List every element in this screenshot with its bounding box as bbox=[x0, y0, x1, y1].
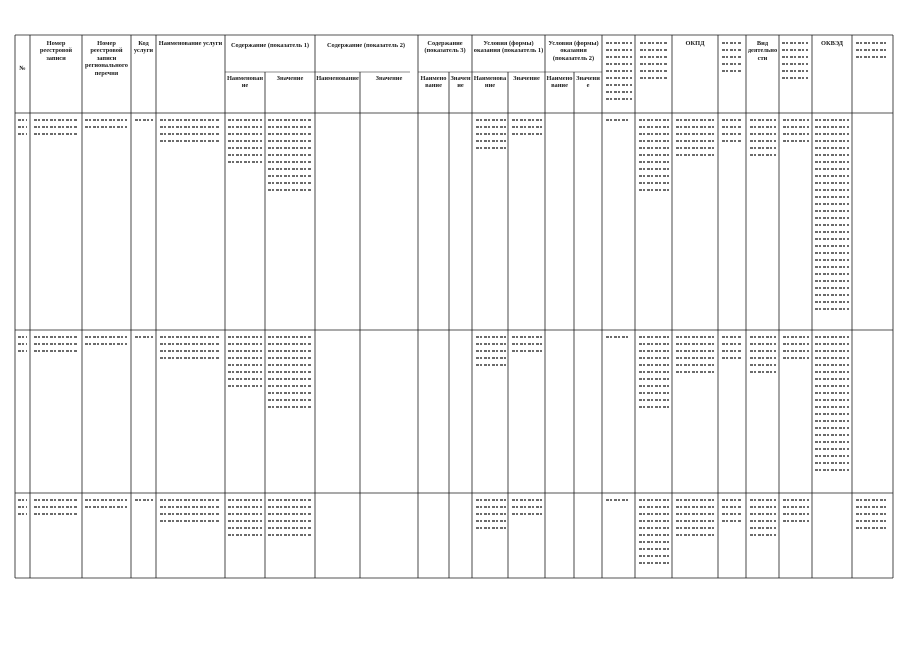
header-text-block bbox=[606, 42, 632, 105]
row-1-registry-regional bbox=[85, 119, 127, 133]
row-1-service-code bbox=[135, 119, 153, 126]
row-1-conditions-1-name bbox=[476, 119, 506, 154]
row-1-col-16 bbox=[639, 119, 669, 196]
row-2-service-name bbox=[160, 336, 220, 364]
header-activity: Вид деятельности bbox=[747, 40, 778, 62]
subheader-value: Значение bbox=[450, 75, 471, 90]
row-2-activity bbox=[750, 336, 776, 378]
row-2-content-1-value bbox=[268, 336, 312, 413]
row-2-conditions-1-name bbox=[476, 336, 506, 371]
row-2-col-16 bbox=[639, 336, 669, 413]
row-3-service-code bbox=[135, 499, 153, 506]
row-1-conditions-1-value bbox=[512, 119, 542, 140]
header-okved: ОКВЭД bbox=[820, 40, 844, 47]
header-text-block bbox=[782, 42, 808, 84]
header-text-block bbox=[722, 42, 742, 77]
row-1-content-1-value bbox=[268, 119, 312, 196]
row-3-content-1-value bbox=[268, 499, 312, 541]
subheader-value: Значение bbox=[576, 75, 600, 90]
header-registry-record: Номер реестровой записи bbox=[39, 40, 73, 62]
row-3-conditions-1-value bbox=[512, 499, 542, 520]
row-2-registry bbox=[34, 336, 78, 357]
row-1-num bbox=[18, 119, 27, 140]
row-2-okved bbox=[815, 336, 849, 476]
subheader-name: Наименование bbox=[473, 75, 507, 90]
header-text-block bbox=[856, 42, 888, 63]
row-2-okpd bbox=[676, 336, 714, 378]
row-3-service-name bbox=[160, 499, 220, 527]
subheader-name: Наименование bbox=[546, 75, 573, 90]
row-3-col-20 bbox=[783, 499, 809, 527]
header-content-2: Содержание (показатель 2) bbox=[326, 42, 406, 49]
subheader-value: Значение bbox=[375, 75, 403, 82]
row-1-col-18 bbox=[722, 119, 742, 147]
row-2-col-18 bbox=[722, 336, 742, 364]
header-conditions-2: Условия (формы) оказания (показатель 2) bbox=[548, 40, 599, 62]
row-3-col-16 bbox=[639, 499, 669, 569]
row-1-service-name bbox=[160, 119, 220, 147]
row-3-content-1-name bbox=[228, 499, 262, 541]
header-okpd: ОКПД bbox=[685, 40, 705, 47]
row-2-registry-regional bbox=[85, 336, 127, 350]
row-1-unit bbox=[606, 119, 630, 126]
header-content-3: Содержание (показатель 3) bbox=[424, 40, 466, 55]
row-1-activity bbox=[750, 119, 776, 161]
row-3-conditions-1-name bbox=[476, 499, 506, 534]
subheader-value: Значение bbox=[513, 75, 540, 82]
row-1-content-1-name bbox=[228, 119, 262, 168]
header-registry-record-regional: Номер реестровой записи регионального перечня bbox=[85, 40, 128, 77]
row-3-num bbox=[18, 499, 27, 520]
row-1-registry bbox=[34, 119, 78, 140]
subheader-name: Наименование bbox=[420, 75, 447, 90]
row-1-okpd bbox=[676, 119, 714, 161]
row-1-okved bbox=[815, 119, 849, 315]
row-3-registry-regional bbox=[85, 499, 127, 513]
subheader-value: Значение bbox=[276, 75, 304, 82]
row-3-col-18 bbox=[722, 499, 742, 527]
row-3-registry bbox=[34, 499, 78, 520]
row-2-conditions-1-value bbox=[512, 336, 542, 357]
row-2-unit bbox=[606, 336, 630, 343]
row-3-col-23 bbox=[856, 499, 888, 534]
row-1-col-20 bbox=[783, 119, 809, 147]
header-service-code: Код услуги bbox=[133, 40, 154, 55]
header-conditions-1: Условия (формы) оказания (показатель 1) bbox=[473, 40, 544, 55]
subheader-name: Наименование bbox=[316, 75, 359, 82]
subheader-name: Наименование bbox=[226, 75, 264, 90]
row-2-num bbox=[18, 336, 27, 357]
header-num: № bbox=[19, 65, 26, 72]
row-3-okpd bbox=[676, 499, 714, 541]
row-2-content-1-name bbox=[228, 336, 262, 392]
header-content-1: Содержание (показатель 1) bbox=[230, 42, 310, 49]
row-2-service-code bbox=[135, 336, 153, 343]
header-text-block bbox=[640, 42, 668, 84]
row-3-activity bbox=[750, 499, 776, 541]
row-3-unit bbox=[606, 499, 630, 506]
header-service-name: Наименование услуги bbox=[158, 40, 223, 47]
row-2-col-20 bbox=[783, 336, 809, 364]
